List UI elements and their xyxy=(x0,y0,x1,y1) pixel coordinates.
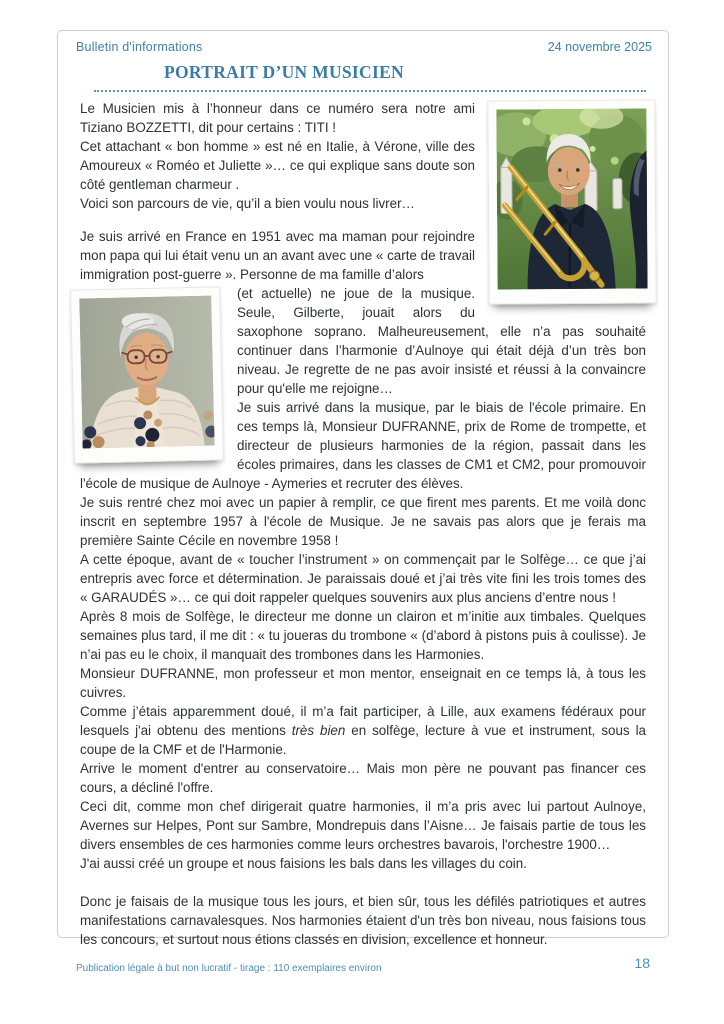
paragraph: A cette époque, avant de « toucher l’instrument » on commençait par le Solfège… ce que j’ai entrepris avec force et détermination. Je paraissais doué et j’ai très vite fini les trois tomes des « GARAUDÉS »… ce qui doit rappeler quelques souvenirs aux plus anciens d’entre nous ! xyxy=(80,552,646,605)
dotted-divider xyxy=(94,90,646,92)
paragraph: J'ai aussi créé un groupe et nous faisions les bals dans les villages du coin. xyxy=(80,856,527,871)
woman-photo xyxy=(70,286,224,463)
paragraph: Donc je faisais de la musique tous les jours, et bien sûr, tous les défilés patriotiques et autres manifestations carnavalesques. Nos harmonies étaient d'un très bon niveau, nous faisions tous les concours, et surtout nous étions classés en division, excellence et honneur. xyxy=(80,894,646,947)
legal-notice: Publication légale à but non lucratif - tirage : 110 exemplaires environ xyxy=(76,963,382,974)
paragraph-text: Comme j’étais apparemment doué, il m’a fait participer, à Lille, aux examens fédéraux pour lesquels j'ai obtenu des mentions xyxy=(80,704,646,738)
bulletin-label: Bulletin d'informations xyxy=(76,40,203,54)
paragraph: Cet attachant « bon homme » est né en Italie, à Vérone, ville des Amoureux « Roméo et Juliette »… ce qui explique sans doute son côté gentleman charmeur . xyxy=(80,139,475,192)
paragraph: Après 8 mois de Solfège, le directeur me donne un clairon et m’initie aux timbales. Quelques semaines plus tard, il me dit : « tu joueras du trombone « (d’abord à pistons puis à coulisse). Je n’ai pas eu le choix, il manquait des trombones dans les Harmonies. xyxy=(80,609,646,662)
page-title: PORTRAIT D’UN MUSICIEN xyxy=(164,62,404,82)
trombonist-photo xyxy=(487,99,656,304)
paragraph: Ceci dit, comme mon chef dirigerait quatre harmonies, il m’a pris avec lui partout Aulnoye, Avernes sur Helpes, Pont sur Sambre, Mondrepuis dans l’Aisne… Je faisais partie de tous les divers ensembles de ces harmonies comme leurs orchestres bavarois, l'orchestre 1900… xyxy=(80,799,646,852)
paragraph-italic-text: très bien xyxy=(291,723,346,738)
paragraph: Arrive le moment d'entrer au conservatoire… Mais mon père ne pouvant pas financer ces cours, a décliné l'offre. xyxy=(80,761,646,795)
paragraph-text: en solfège, lecture à vue et instrument, sous la coupe de la CMF et de l'Harmonie. xyxy=(80,723,646,757)
page-number: 18 xyxy=(634,955,650,971)
paragraph: Le Musicien mis à l’honneur dans ce numéro sera notre ami Tiziano BOZZETTI, dit pour certains : TITI ! xyxy=(80,101,475,135)
paragraph: Monsieur DUFRANNE, mon professeur et mon mentor, enseignait en ce temps là, à tous les cuivres. xyxy=(80,666,646,700)
trombonist-photo-illustration xyxy=(496,108,647,289)
date-label: 24 novembre 2025 xyxy=(547,40,652,54)
paragraph: Je suis arrivé en France en 1951 avec ma maman pour rejoindre mon papa qui lui était venu un an avant avec une « carte de travail immigration post-guerre ». Personne de ma famille d’alors xyxy=(80,229,475,282)
paragraph xyxy=(80,702,646,759)
paragraph: Voici son parcours de vie, qu’il a bien voulu nous livrer… xyxy=(80,196,415,211)
paragraph: (et actuelle) ne joue de la musique. Seule, Gilberte, jouait alors du saxophone soprano. Malheureusement, elle n’a pas souhaité continuer dans l’harmonie d’Aulnoye qui était déjà d’un très bon niveau. Je regrette de ne pas avoir insisté et réussi à la convaincre pour qu'elle me rejoigne… xyxy=(237,286,646,396)
article-body xyxy=(80,99,646,949)
paragraph: Je suis rentré chez moi avec un papier à remplir, ce que firent mes parents. Et me voilà donc inscrit en septembre 1957 à l'école de Musique. Je ne savais pas alors que je ferais ma première Sainte Cécile en novembre 1958 ! xyxy=(80,495,646,548)
woman-photo-illustration xyxy=(79,296,214,449)
paragraph: Je suis arrivé dans la musique, par le biais de l'école primaire. En ces temps là, Monsieur DUFRANNE, prix de Rome de trompette, et directeur de plusieurs harmonies de la région, passait dans les écoles primaires, dans les classes de CM1 et CM2, pour promouvoir l'école de musique de Aulnoye - Aymeries et recruter des élèves. xyxy=(80,400,646,491)
